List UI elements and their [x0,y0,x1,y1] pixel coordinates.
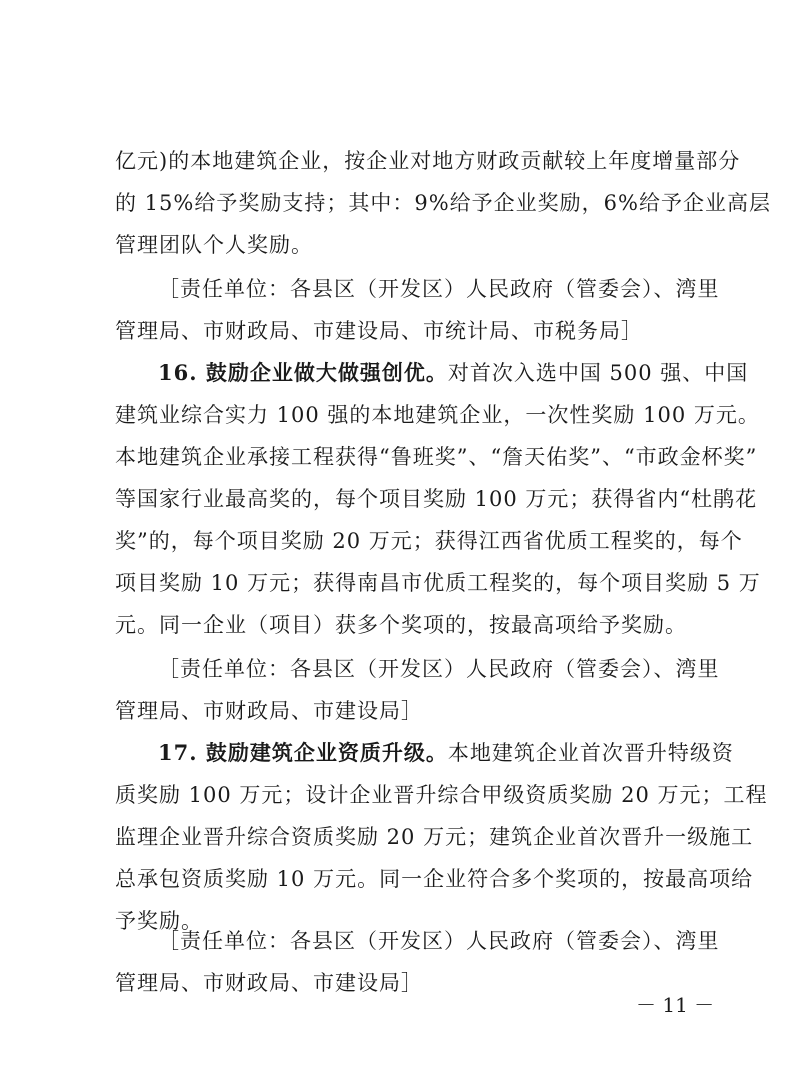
responsibility-line: 管理局、市财政局、市建设局］ [115,971,423,995]
responsibility-line: ［责任单位：各县区（开发区）人民政府（管委会）、湾里 [158,657,720,681]
paragraph-line: 的 15%给予奖励支持；其中：9%给予企业奖励，6%给予企业高层 [115,191,771,215]
paragraph-line: 等国家行业最高奖的，每个项目奖励 100 万元；获得省内“杜鹃花 [115,487,758,511]
responsibility-line: 管理局、市财政局、市建设局］ [115,699,423,723]
section-16-heading: 16. 鼓励企业做大做强创优。 [158,360,448,385]
page-number: － 11 － [636,993,715,1017]
paragraph-line: 总承包资质奖励 10 万元。同一企业符合多个奖项的，按最高项给 [115,867,754,891]
section-17-first-line [158,733,734,773]
paragraph-line: 本地建筑企业承接工程获得“鲁班奖”、“詹天佑奖”、“市政金杯奖” [115,445,758,469]
responsibility-line: ［责任单位：各县区（开发区）人民政府（管委会）、湾里 [158,277,720,301]
responsibility-line: ［责任单位：各县区（开发区）人民政府（管委会）、湾里 [158,929,720,953]
section-16-text: 对首次入选中国 500 强、中国 [447,361,749,385]
section-17-text: 本地建筑企业首次晋升特级资 [447,741,734,765]
responsibility-line: 管理局、市财政局、市建设局、市统计局、市税务局］ [115,319,643,343]
paragraph-line: 监理企业晋升综合资质奖励 20 万元；建筑企业首次晋升一级施工 [115,825,754,849]
section-17-heading: 17. 鼓励建筑企业资质升级。 [158,740,448,765]
paragraph-line: 项目奖励 10 万元；获得南昌市优质工程奖的，每个项目奖励 5 万 [115,571,761,595]
section-16-first-line [158,353,749,393]
paragraph-line: 亿元)的本地建筑企业，按企业对地方财政贡献较上年度增量部分 [115,149,741,173]
paragraph-line: 奖”的，每个项目奖励 20 万元；获得江西省优质工程奖的，每个 [115,529,743,553]
paragraph-line: 元。同一企业（项目）获多个奖项的，按最高项给予奖励。 [115,613,687,637]
paragraph-line: 建筑业综合实力 100 强的本地建筑企业，一次性奖励 100 万元。 [115,403,760,427]
paragraph-line: 质奖励 100 万元；设计企业晋升综合甲级资质奖励 20 万元；工程 [115,783,768,807]
paragraph-line: 予奖励。 [115,909,203,933]
paragraph-line: 管理团队个人奖励。 [115,233,313,257]
